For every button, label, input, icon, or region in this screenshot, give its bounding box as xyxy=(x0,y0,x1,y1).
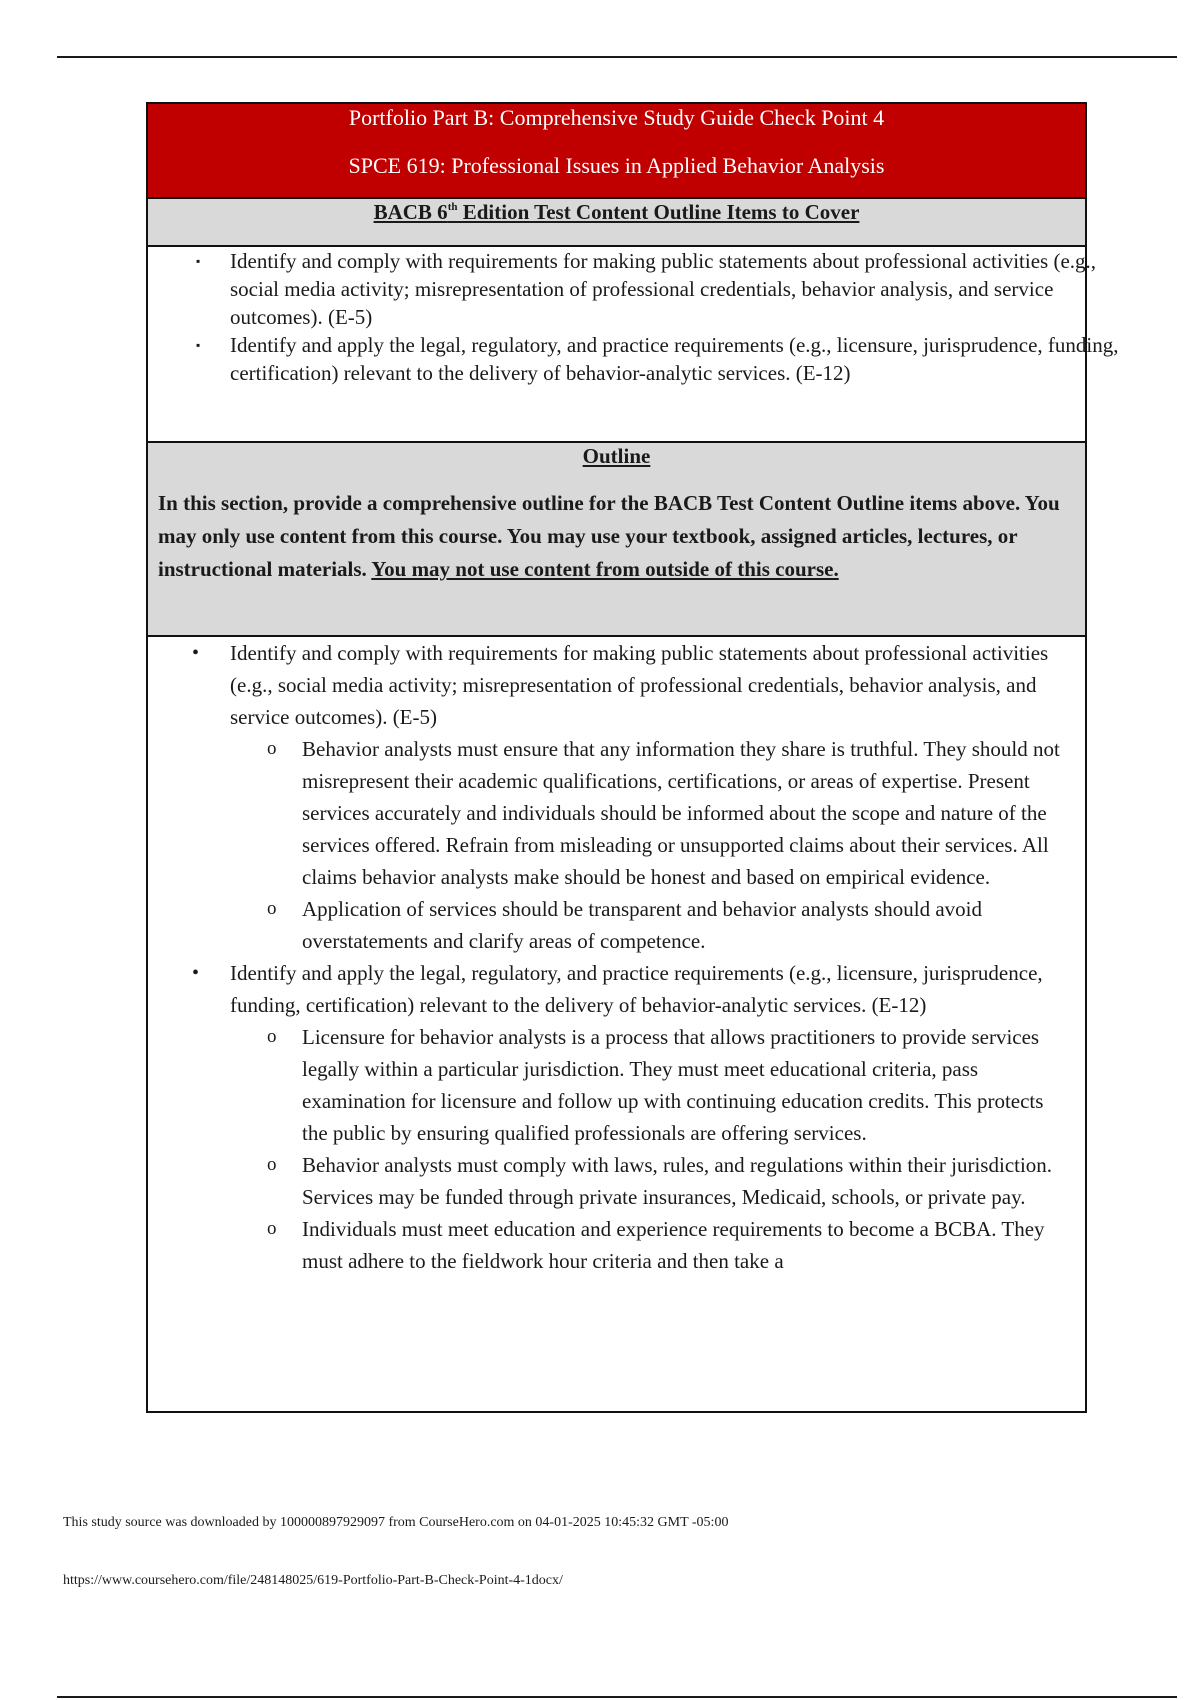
instructions-underlined-text: You may not use content from outside of this course. xyxy=(371,557,839,581)
subpoint-item xyxy=(148,893,1075,957)
outline-instructions xyxy=(158,487,1075,586)
top-rule xyxy=(57,56,1177,58)
subpoint-text: Individuals must meet education and experience requirements to become a BCBA. They must adhere to the fieldwork hour criteria and then take a xyxy=(302,1217,1045,1273)
subpoint-item xyxy=(148,1021,1075,1149)
square-bullet-icon: ▪ xyxy=(196,254,201,268)
circle-bullet-icon: o xyxy=(267,738,277,759)
list-item xyxy=(148,247,1148,331)
tco-heading-row xyxy=(148,199,1085,247)
bullet-icon: • xyxy=(192,962,200,984)
subpoint-text: Licensure for behavior analysts is a process that allows practitioners to provide services legally within a particular jurisdiction. They must meet educational criteria, pass examination for licensure and follow up with continuing education credits. This protects the public by ensuring qualified professionals are offering services. xyxy=(302,1025,1044,1145)
outline-item-text: Identify and comply with requirements for making public statements about professional activities (e.g., social media activity; misrepresentation of professional credentials, behavior analysis, and service outcomes). (E-5) xyxy=(230,641,1049,729)
study-guide-table xyxy=(146,102,1119,1413)
subpoint-item xyxy=(148,733,1075,893)
circle-bullet-icon: o xyxy=(267,898,277,919)
subpoint-item xyxy=(148,1213,1075,1277)
outline-item xyxy=(148,637,1085,957)
tco-item-text: Identify and apply the legal, regulatory, and practice requirements (e.g., licensure, jurisprudence, funding, certification) relevant to the delivery of behavior-analytic services. (E-12) xyxy=(230,333,1119,385)
outline-heading-row xyxy=(148,443,1085,637)
course-title: SPCE 619: Professional Issues in Applied Behavior Analysis xyxy=(348,153,885,178)
outline-item-text: Identify and apply the legal, regulatory, and practice requirements (e.g., licensure, jurisprudence, funding, certification) relevant to the delivery of behavior-analytic services. (E-12) xyxy=(230,961,1043,1017)
tco-heading xyxy=(148,199,1085,225)
subpoint-text: Behavior analysts must ensure that any information they share is truthful. They should not misrepresent their academic qualifications, certifications, or areas of expertise. Present services accurately and individuals should be informed about the scope and nature of the services offered. Refrain from misleading or unsupported claims about their services. All claims behavior analysts make should be honest and based on empirical evidence. xyxy=(302,737,1060,889)
source-url[interactable]: https://www.coursehero.com/file/248148025/619-Portfolio-Part-B-Check-Point-4-1docx/ xyxy=(63,1573,563,1588)
square-bullet-icon: ▪ xyxy=(196,338,201,352)
subpoint-list xyxy=(230,1021,1075,1277)
bottom-rule xyxy=(57,1696,1177,1698)
subpoint-text: Application of services should be transparent and behavior analysts should avoid overstatements and clarify areas of competence. xyxy=(302,897,982,953)
subpoint-list xyxy=(230,733,1075,957)
outline-content-row xyxy=(148,637,1085,1411)
circle-bullet-icon: o xyxy=(267,1218,277,1239)
outline-item xyxy=(148,957,1085,1277)
circle-bullet-icon: o xyxy=(267,1026,277,1047)
list-item xyxy=(148,331,1148,387)
tco-heading-sup: th xyxy=(447,201,458,213)
tco-heading-pre: BACB 6 xyxy=(373,200,448,224)
outline-list xyxy=(148,637,1085,1277)
tco-item-list xyxy=(148,247,1148,387)
instructions-text: In this section, provide a comprehensive outline for the BACB Test Content Outline items above. You may only use content from this course. You may use your textbook, assigned articles, lectures, or instructional materials. xyxy=(158,491,1060,581)
tco-heading-post: Edition Test Content Outline Items to Cover xyxy=(457,200,860,224)
subpoint-item xyxy=(148,1149,1075,1213)
tco-items-row xyxy=(148,247,1119,443)
download-notice: This study source was downloaded by 100000897929097 from CourseHero.com on 04-01-2025 10:45:32 GMT -05:00 xyxy=(63,1515,729,1530)
bullet-icon: • xyxy=(192,642,200,664)
tco-item-text: Identify and comply with requirements for making public statements about professional activities (e.g., social media activity; misrepresentation of professional credentials, behavior analysis, and service outcomes). (E-5) xyxy=(230,249,1097,329)
outline-heading: Outline xyxy=(582,444,651,468)
circle-bullet-icon: o xyxy=(267,1154,277,1175)
subpoint-text: Behavior analysts must comply with laws, rules, and regulations within their jurisdiction. Services may be funded through private insurances, Medicaid, schools, or private pay. xyxy=(302,1153,1053,1209)
document-title: Portfolio Part B: Comprehensive Study Guide Check Point 4 xyxy=(348,105,885,130)
title-banner xyxy=(148,104,1085,199)
